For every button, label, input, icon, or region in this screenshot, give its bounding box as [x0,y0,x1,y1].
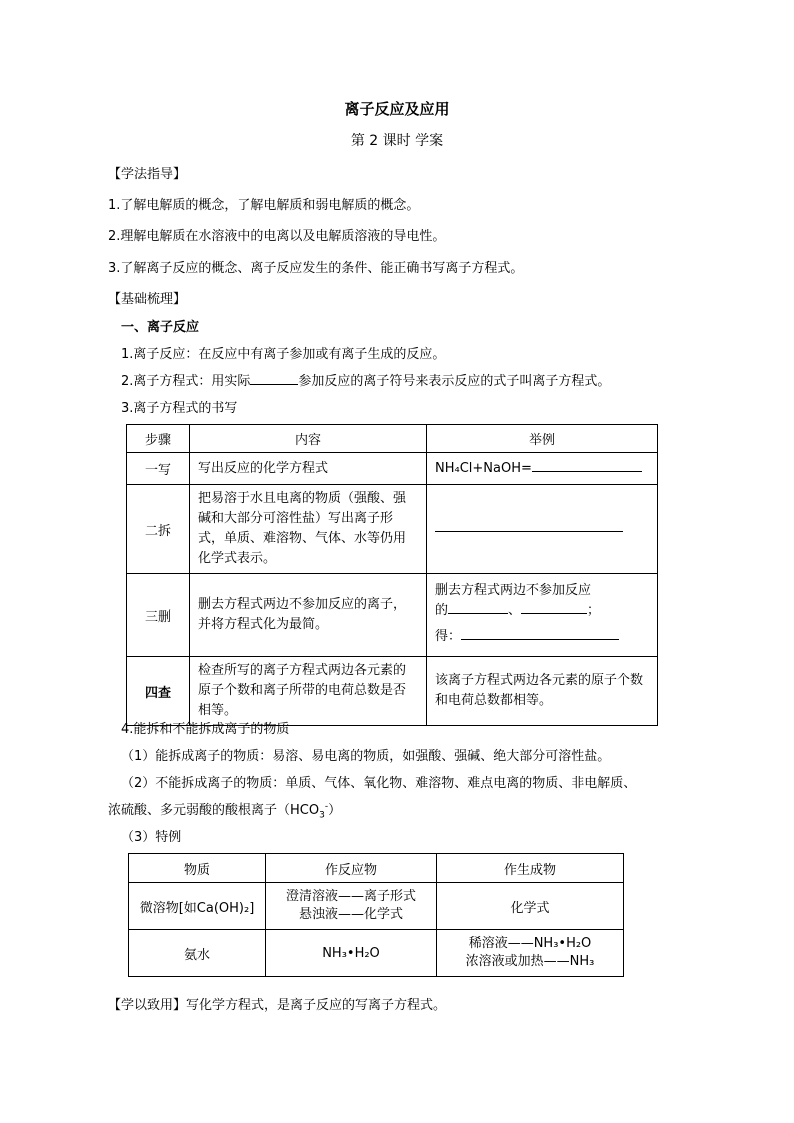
example-line [427,455,657,483]
example-line-3 [435,627,649,647]
example-block [427,579,657,651]
basics-heading: 【基础梳理】 [108,292,187,307]
product-cell: 化学式 [437,883,624,930]
guide-heading: 【学法指导】 [108,167,187,182]
example-cell [427,657,658,726]
fill-blank[interactable] [521,601,587,614]
fill-blank[interactable] [435,519,623,532]
table-row [127,453,658,485]
content-text: 检查所写的离子方程式两边各元素的原子个数和离子所带的电荷总数是否相等。 [198,663,407,718]
example-line [427,515,657,543]
fill-blank[interactable] [250,372,298,385]
table-header-row [127,425,658,453]
part4-item-2: （2）不能拆成离子的物质：单质、气体、氧化物、难溶物、难点电离的物质、非电解质、 [121,776,637,791]
content-cell [190,453,427,485]
paragraph-2 [121,370,610,389]
example-line-2 [435,601,649,621]
paragraph-2-end: 参加反应的离子符号来表示反应的式子叫离子方程式。 [298,374,611,389]
example-separator: 、 [508,603,522,618]
guide-item-3: 3.了解离子反应的概念、离子反应发生的条件、能正确书写离子方程式。 [108,261,524,276]
content-text: 把易溶于水且电离的物质（强酸、强碱和大部分可溶性盐）写出离子形式，单质、难溶物、气体、水等仍用化学式表示。 [198,491,407,566]
fill-blank[interactable] [461,627,619,640]
table-row [129,930,624,977]
step-cell: 三删 [127,574,190,657]
part4-item-1: （1）能拆成离子的物质：易溶、易电离的物质，如强酸、强碱、绝大部分可溶性盐。 [121,749,611,764]
superscript: - [324,801,329,812]
example-line-1: 删去方程式两边不参加反应 [435,583,592,598]
example-prefix: 的 [435,603,449,618]
content-cell [190,485,427,574]
product-cell [437,930,624,977]
product-line-2: 浓溶液或加热——NH₃ [465,954,595,969]
part4-item-2-cont [108,799,341,821]
content-cell [190,657,427,726]
reactant-cell: NH₃•H₂O [266,930,437,977]
section-heading: 一、离子反应 [121,320,200,335]
reactant-line-1: 澄清溶液——离子形式 [285,889,416,904]
part4-text: 浓硫酸、多元弱酸的酸根离子（HCO [108,803,320,818]
paragraph-1: 1.离子反应：在反应中有离子参加或有离子生成的反应。 [121,347,446,362]
paragraph-2-start: 2.离子方程式：用实际 [121,374,251,389]
step-cell: 二拆 [127,485,190,574]
content-text: 删去方程式两边不参加反应的离子，并将方程式化为最简。 [198,597,407,632]
reactant-line-2: 悬浊液——化学式 [298,907,403,922]
example-cell [427,453,658,485]
table-row [127,485,658,574]
header-step: 步骤 [127,425,190,453]
fill-blank[interactable] [448,601,508,614]
special-table [128,853,624,977]
page-subtitle: 第 2 课时 学案 [350,133,444,149]
header-product: 作生成物 [437,854,624,883]
guide-item-2: 2.理解电解质在水溶液中的电离以及电解质溶液的导电性。 [108,229,446,244]
step-cell: 一写 [127,453,190,485]
part4-item-3: （3）特例 [121,830,182,845]
table-row [129,883,624,930]
example-result-label: 得： [435,629,462,644]
reactant-cell [266,883,437,930]
table-row [127,574,658,657]
steps-table [126,424,658,726]
content-text: 写出反应的化学方程式 [198,460,329,476]
material-cell: 微溶物[如Ca(OH)₂] [129,883,266,930]
material-cell: 氨水 [129,930,266,977]
paragraph-3: 3.离子方程式的书写 [121,401,238,416]
table-header-row [129,854,624,883]
header-example: 举例 [427,425,658,453]
header-reactant: 作反应物 [266,854,437,883]
example-semicolon: ； [587,603,601,618]
header-material: 物质 [129,854,266,883]
table-row [127,657,658,726]
example-cell [427,485,658,574]
example-equation: NH₄Cl+NaOH= [435,460,532,476]
fill-blank[interactable] [532,459,642,472]
apply-paragraph: 【学以致用】写化学方程式，是离子反应的写离子方程式。 [108,998,447,1013]
subscript: 3 [319,810,325,821]
step-cell: 四查 [127,657,190,726]
example-text: 该离子方程式两边各元素的原子个数和电荷总数都相等。 [435,673,644,708]
content-cell [190,574,427,657]
guide-item-1: 1.了解电解质的概念，了解电解质和弱电解质的概念。 [108,198,420,213]
page-title: 离子反应及应用 [344,100,450,118]
part4-heading: 4.能拆和不能拆成离子的物质 [121,722,290,737]
part4-text-end: ） [328,803,342,818]
example-cell [427,574,658,657]
product-line-1: 稀溶液——NH₃•H₂O [468,936,592,951]
header-content: 内容 [190,425,427,453]
